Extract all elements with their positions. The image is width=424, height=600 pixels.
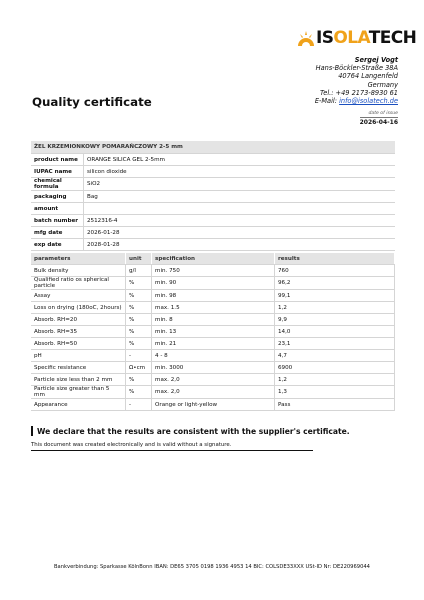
parameter-specification: min. 750 (152, 265, 275, 277)
parameter-row (31, 362, 395, 374)
parameter-name: Absorb. RH=35 (31, 326, 126, 338)
parameter-name: Loss on drying (180oC, 2hours) (31, 302, 126, 314)
parameter-name: Particle size greater than 5 mm (31, 386, 126, 399)
parameter-name: Bulk density (31, 265, 126, 277)
parameter-unit: - (126, 350, 152, 362)
parameter-result: 9,9 (275, 314, 395, 326)
parameter-specification: max. 2,0 (152, 386, 275, 399)
parameter-row (31, 386, 395, 399)
parameter-row (31, 399, 395, 411)
contact-email-row (315, 97, 398, 105)
bank-footer: Bankverbindung: Sparkasse KölnBonn IBAN: DE65 3705 0198 1936 4953 14 BIC: COLSDE33XXX USt-ID Nr: DE220969044 (54, 564, 370, 570)
col-header-parameters: parameters (31, 253, 126, 265)
declaration (31, 426, 350, 436)
parameters-header-row (31, 253, 395, 265)
parameter-name: Appearance (31, 399, 126, 411)
parameter-result: 23,1 (275, 338, 395, 350)
product-info-value: silicon dioxide (84, 166, 396, 178)
contact-city: 40764 Langenfeld (338, 72, 398, 81)
contact-block (315, 56, 398, 105)
product-info-value (84, 203, 396, 215)
declaration-bar (31, 426, 33, 436)
product-info-row (31, 239, 395, 251)
contact-country: Germany (367, 80, 398, 89)
parameter-name: Specific resistance (31, 362, 126, 374)
parameter-specification: max. 1.5 (152, 302, 275, 314)
parameter-name: Assay (31, 290, 126, 302)
parameter-row (31, 350, 395, 362)
parameter-row (31, 326, 395, 338)
product-info-key: IUPAC name (31, 166, 84, 178)
product-info-key: packaging (31, 191, 84, 203)
parameter-specification: min. 8 (152, 314, 275, 326)
product-info-key: batch number (31, 215, 84, 227)
product-info-value: SiO2 (84, 178, 396, 191)
parameter-unit: % (126, 290, 152, 302)
parameter-specification: min. 13 (152, 326, 275, 338)
issue-date-caption: date of issue (360, 111, 398, 118)
parameter-row (31, 302, 395, 314)
product-info-key: amount (31, 203, 84, 215)
product-info-value: 2512316-4 (84, 215, 396, 227)
product-info-row (31, 154, 395, 166)
product-info-row (31, 191, 395, 203)
parameter-name: Absorb. RH=50 (31, 338, 126, 350)
parameter-result: 1,2 (275, 302, 395, 314)
parameter-unit: Ω•cm (126, 362, 152, 374)
product-info-key: exp date (31, 239, 84, 251)
contact-street: Hans-Böckler-Straße 38A (315, 64, 398, 73)
product-info-value: Bag (84, 191, 396, 203)
parameter-unit: % (126, 277, 152, 290)
product-info-table (31, 141, 395, 251)
parameter-name: Qualified ratio os spherical particle (31, 277, 126, 290)
electronic-document-note: This document was created electronically and is valid without a signature. (31, 442, 313, 451)
product-info-row (31, 178, 395, 191)
parameter-unit: % (126, 314, 152, 326)
product-info-row (31, 203, 395, 215)
parameter-unit: g/l (126, 265, 152, 277)
parameter-specification: min. 3000 (152, 362, 275, 374)
product-header: ŻEL KRZEMIONKOWY POMARAŃCZOWY 2-5 mm (31, 141, 395, 154)
parameter-result: 96,2 (275, 277, 395, 290)
parameter-row (31, 290, 395, 302)
parameter-specification: min. 90 (152, 277, 275, 290)
document-title: Quality certificate (32, 95, 152, 109)
parameter-result: 99,1 (275, 290, 395, 302)
parameter-unit: % (126, 302, 152, 314)
parameter-result: 6900 (275, 362, 395, 374)
parameter-row (31, 277, 395, 290)
contact-phone: Tel.: +49 2173-8930 61 (320, 88, 398, 97)
parameter-unit: % (126, 338, 152, 350)
parameter-specification: min. 21 (152, 338, 275, 350)
product-info-value: ORANGE SILICA GEL 2-5mm (84, 154, 396, 166)
parameter-result: 4,7 (275, 350, 395, 362)
parameter-row (31, 314, 395, 326)
parameter-result: 1,3 (275, 386, 395, 399)
parameter-result: Pass (275, 399, 395, 411)
product-info-key: product name (31, 154, 84, 166)
product-info-key: chemical formula (31, 178, 84, 191)
parameter-name: Particle size less than 2 mm (31, 374, 126, 386)
issue-date-value: 2026-04-16 (359, 119, 398, 126)
parameter-result: 760 (275, 265, 395, 277)
parameter-name: Absorb. RH=20 (31, 314, 126, 326)
product-info-row (31, 215, 395, 227)
col-header-specification: specification (152, 253, 275, 265)
parameter-unit: - (126, 399, 152, 411)
product-info-row (31, 227, 395, 239)
parameter-unit: % (126, 374, 152, 386)
parameters-table (31, 253, 395, 411)
contact-email-link[interactable]: info@isolatech.de (339, 97, 398, 106)
parameter-specification: min. 98 (152, 290, 275, 302)
parameter-row (31, 374, 395, 386)
parameter-name: pH (31, 350, 126, 362)
issue-date-block (360, 111, 398, 126)
company-logo (297, 28, 416, 48)
parameter-specification: 4 - 8 (152, 350, 275, 362)
logo-wordmark: ISOLATECH (316, 28, 417, 48)
parameter-result: 1,2 (275, 374, 395, 386)
col-header-unit: unit (126, 253, 152, 265)
parameter-specification: max. 2,0 (152, 374, 275, 386)
contact-name: Sergej Vogt (354, 56, 398, 64)
parameter-specification: Orange or light-yellow (152, 399, 275, 411)
parameter-result: 14,0 (275, 326, 395, 338)
contact-email-label: E-Mail: (314, 97, 340, 106)
parameter-row (31, 265, 395, 277)
parameter-unit: % (126, 386, 152, 399)
col-header-results: results (275, 253, 395, 265)
product-info-row (31, 166, 395, 178)
product-info-value: 2028-01-28 (84, 239, 396, 251)
parameter-unit: % (126, 326, 152, 338)
product-info-key: mfg date (31, 227, 84, 239)
product-info-value: 2026-01-28 (84, 227, 396, 239)
declaration-text: We declare that the results are consistent with the supplier's certificate. (37, 426, 350, 436)
logo-sun-icon (297, 29, 315, 47)
parameter-row (31, 338, 395, 350)
